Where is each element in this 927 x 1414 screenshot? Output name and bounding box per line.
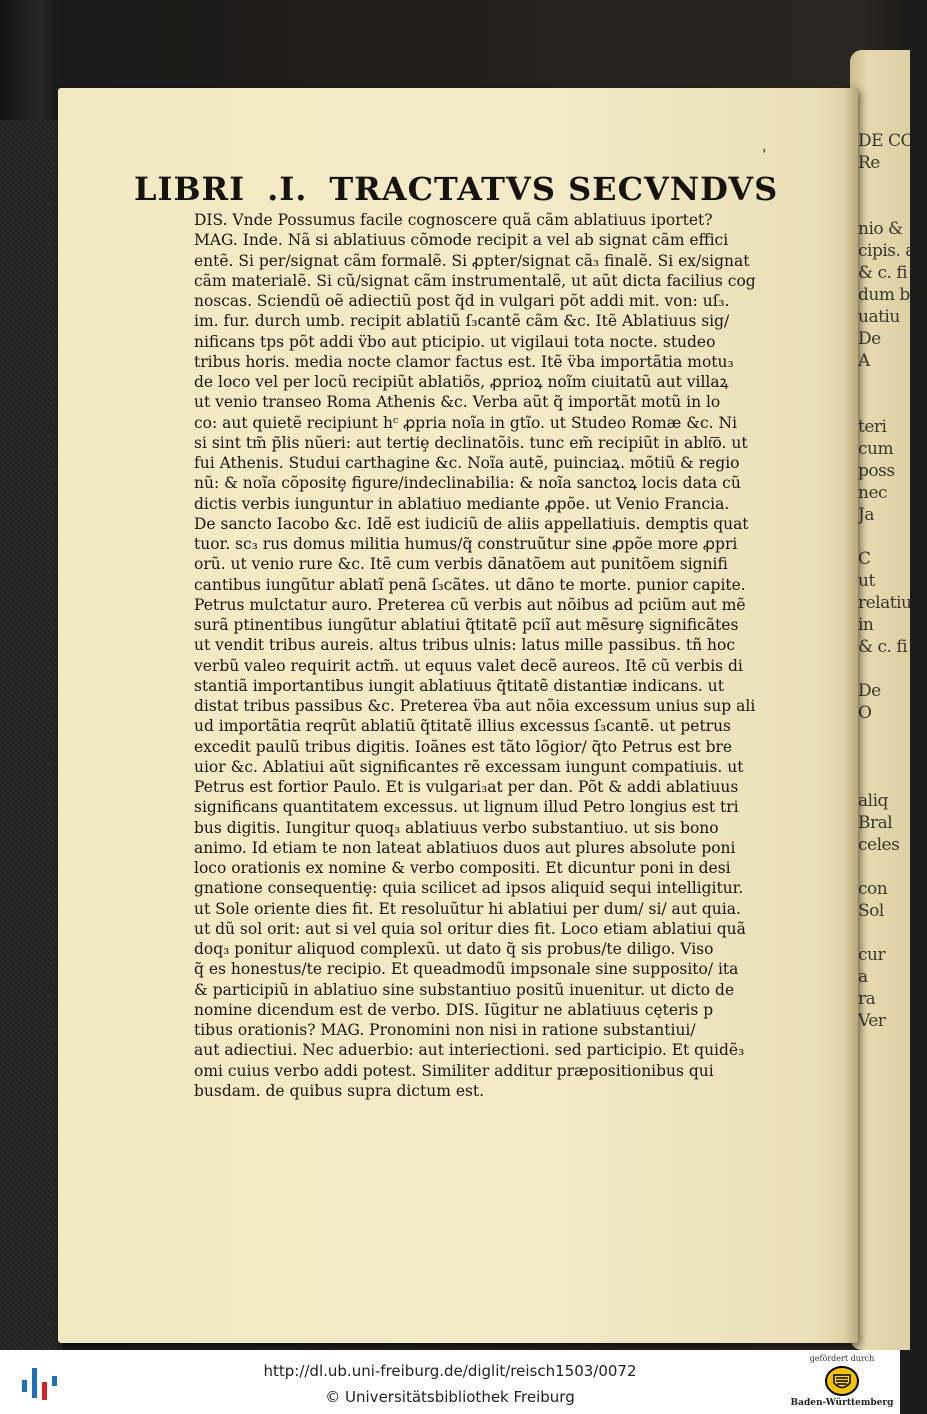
text-line: omi cuius verbo addi potest. Similiter additur præpositionibus qui: [194, 1061, 714, 1080]
facing-page-line: [858, 922, 910, 944]
text-line: ut dũ sol orit: aut si vel quia sol oritur dies fit. Loco etiam ablatiui quã: [194, 919, 746, 938]
page-heading: [134, 170, 778, 208]
text-line: dictis verbis iunguntur in ablatiuo mediante ꝓpõe. ut Venio Francia.: [194, 494, 730, 513]
text-line: verbũ valeo requirit actm̃. ut equus valet decẽ aureos. Itẽ cũ verbis di: [194, 656, 743, 675]
funder-name: Baden-Württemberg: [790, 1398, 894, 1408]
facing-page-line: cum: [858, 439, 894, 459]
facing-page-line: DE CO: [858, 131, 914, 151]
text-line: animo. Id etiam te non lateat ablatiuos duos aut plures absolute poni: [194, 838, 736, 857]
text-line: distat tribus passibus &c. Preterea v̈ba aut nõia excessum unius sup ali: [194, 697, 756, 715]
facing-page-line: Sol: [858, 901, 884, 921]
facing-page-line: O: [858, 703, 872, 723]
facing-page-line: teri: [858, 417, 887, 437]
facing-page-line: A: [858, 351, 870, 371]
facing-page-line: Ja: [858, 505, 874, 525]
facing-page-line: cipis. a: [858, 241, 915, 261]
text-line: tibus orationis? MAG. Pronomini non nisi in ratione substantiui/: [194, 1021, 696, 1039]
funder-label: gefördert durch: [809, 1354, 875, 1363]
text-line: & participiũ in ablatiuo sine substantiuo positũ inuenitur. ut dicto de: [194, 980, 735, 999]
heading-book-number: .I.: [267, 170, 308, 208]
text-line: loco orationis ex nomine & verbo compositi. Et dicuntur poni in desi: [194, 859, 731, 877]
text-line: gnatione consequentiȩ: quia scilicet ad ipsos aliquid sequi intelligitur.: [194, 879, 744, 898]
text-line: noscas. Sciendũ oẽ adiectiũ post q̃d in vulgari põt addi mit. von: uſ₃.: [194, 292, 730, 310]
baden-wuerttemberg-crest-icon: [825, 1366, 859, 1396]
text-line: orũ. ut venio rure &c. Itẽ cum verbis dãnatõem aut punitõem signifi: [194, 555, 728, 574]
heading-libri: LIBRI: [134, 170, 246, 208]
facing-page-line: C: [858, 549, 871, 569]
page-body-text: [194, 210, 774, 1101]
text-line: DIS. Vnde Possumus facile cognoscere quã cãm ablatiuus iportet?: [194, 211, 713, 229]
text-line: ut Sole oriente dies fit. Et resoluũtur hi ablatiui per dum/ si/ aut quia.: [194, 899, 741, 918]
text-line: significans quantitatem excessus. ut lignum illud Petro longius est tri: [194, 798, 739, 817]
text-line: fui Athenis. Studui carthagine &c. Noĩa autẽ, puinciaꝝ. mõtiũ & regio: [194, 454, 740, 472]
facing-page-line: dum bre: [858, 285, 927, 305]
text-line: doq₃ ponitur aliquod complexũ. ut dato q̃ sis probus/te diligo. Viso: [194, 940, 714, 958]
text-line: cantibus iungũtur ablatĩ penã ſ₃cãtes. ut dãno te morte. punior capite.: [194, 575, 746, 594]
funder-block: [790, 1354, 894, 1408]
text-line: ud importãtia reqrũt ablatiũ q̃titatẽ illius excessus ſ₃cantẽ. ut petrus: [194, 717, 732, 736]
text-line: nomine dicendum est de verbo. DIS. Iũgitur ne ablatiuus cęteris p: [194, 1000, 714, 1019]
text-line: nũ: & noĩa cõpositȩ figure/indeclinabilia: & noĩa sanctoꝝ locis data cũ: [194, 474, 741, 493]
facing-page-line: [858, 196, 910, 218]
text-line: De sancto Iacobo &c. Idẽ est iudiciũ de aliis appellatiuis. demptis quat: [194, 514, 749, 533]
text-line: co: aut quietẽ recipiunt hᶜ ꝓpria noĩa in gtĩo. ut Studeo Romæ &c. Ni: [194, 413, 738, 432]
text-line: MAG. Inde. Nã si ablatiuus cõmode recipit a vel ab signat cãm effici: [194, 231, 729, 250]
text-line: bus digitis. Iungitur quoq₃ ablatiuus verbo substantiuo. ut sis bono: [194, 818, 719, 837]
text-line: im. fur. durch umb. recipit ablatiũ ſ₃cantẽ cãm &c. Itẽ Ablatiuus sig/: [194, 312, 730, 331]
facing-page-edge: [850, 50, 927, 1350]
text-line: q̃ es honestus/te recipio. Et queadmodũ impsonale sine supposito/ ita: [194, 960, 739, 979]
text-line: uior &c. Ablatiui aũt significantes rẽ excessam iungunt compatiuis. ut: [194, 757, 744, 776]
page-edge-shadow: [844, 88, 858, 1343]
viewer-footer: [0, 1350, 900, 1414]
facing-page-line: con: [858, 879, 888, 899]
margin-mark: ˈ: [762, 146, 767, 165]
text-line: de loco vel per locũ recipiũt ablatiõs, ꝓprioꝝ noĩm ciuitatũ aut villaꝝ: [194, 373, 729, 391]
facing-page-line: nio &: [858, 219, 903, 239]
facing-page-line: & c. fi: [858, 637, 908, 657]
facing-page-line: [858, 856, 910, 878]
text-line: surã ptinentibus iungũtur ablatiui q̃titatẽ pciĩ aut mẽsurȩ significãtes: [194, 616, 739, 634]
text-line: entẽ. Si per/signat cãm formalẽ. Si ꝓpter/signat cã₃ finalẽ. Si ex/signat: [194, 251, 750, 270]
text-line: tuor. sc₃ rus domus militia humus/q̃ construũtur sine ꝓpõe more ꝓpri: [194, 535, 738, 553]
text-line: cãm materialẽ. Si cũ/signat cãm instrumentalẽ, ut aũt dicta facilius cog: [194, 271, 756, 290]
facing-page-line: cur: [858, 945, 886, 965]
text-line: si sint tm̃ p̃lis nũeri: aut tertiȩ declinatõis. tunc em̃ recipiũt in ablt͞o. ut: [194, 433, 748, 452]
facing-page-line: [858, 746, 910, 768]
facing-page-line: [858, 658, 910, 680]
facing-page-line: ra: [858, 989, 876, 1009]
copyright-notice: © Universitätsbibliothek Freiburg: [325, 1388, 575, 1406]
facing-page-line: De: [858, 681, 881, 701]
text-line: ut vendit tribus aureis. altus tribus ulnis: latus mille passibus. tñ hoc: [194, 636, 735, 655]
text-line: Petrus est fortior Paulo. Et is vulgari₃at per dan. Põt & addi ablatiuus: [194, 778, 739, 796]
facing-page-line: celes: [858, 835, 900, 855]
text-line: tribus horis. media nocte clamor factus est. Itẽ v̈ba importãtia motu₃: [194, 352, 734, 371]
text-line: aut adiectiui. Nec aduerbio: aut interiectioni. sed participio. Et quidẽ₃: [194, 1041, 745, 1060]
facing-page-line: Bral: [858, 813, 893, 833]
text-line: stantiã importantibus iungit ablatiuus q̃titatẽ distantiæ indicans. ut: [194, 676, 724, 695]
text-line: nificans tps põt addi v̈bo aut pticipio. ut vigilaui tota nocte. studeo: [194, 332, 716, 351]
facing-page-line: [858, 394, 910, 416]
heading-tractatus: TRACTATVS SECVNDVS: [329, 170, 779, 208]
facing-page-line: [858, 174, 910, 196]
facing-page-line: Ver: [858, 1011, 886, 1031]
text-line: Petrus mulctatur auro. Preterea cũ verbis aut nõibus ad pciũm aut mẽ: [194, 595, 746, 614]
facing-page-line: ut: [858, 571, 875, 591]
book-cover: [0, 120, 62, 1350]
facing-page-line: De: [858, 329, 881, 349]
facing-page-line: uatiu: [858, 307, 900, 327]
facing-page-line: relatiu: [858, 593, 912, 613]
facing-page-line: & c. fi: [858, 263, 908, 283]
facing-page-line: aliq: [858, 791, 888, 811]
facing-page-line: poss: [858, 461, 895, 481]
page-url-link[interactable]: http://dl.ub.uni-freiburg.de/diglit/reisch1503/0072: [263, 1362, 637, 1380]
facing-page-line: in: [858, 615, 874, 635]
facing-page-line: [858, 526, 910, 548]
facing-page-line: nec: [858, 483, 888, 503]
text-line: excedit paulũ tribus digitis. Ioãnes est tãto lõgior/ q̃to Petrus est bre: [194, 737, 733, 756]
facing-page-line: [858, 768, 910, 790]
facing-page-line: [858, 724, 910, 746]
facing-page-line: [858, 372, 910, 394]
facing-page-line: a: [858, 967, 868, 987]
text-line: busdam. de quibus supra dictum est.: [194, 1081, 485, 1100]
facing-page-text: [858, 130, 927, 1032]
text-line: ut venio transeo Roma Athenis &c. Verba aũt q̃ importãt motũ in lo: [194, 393, 721, 412]
facing-page-line: Re: [858, 153, 880, 173]
